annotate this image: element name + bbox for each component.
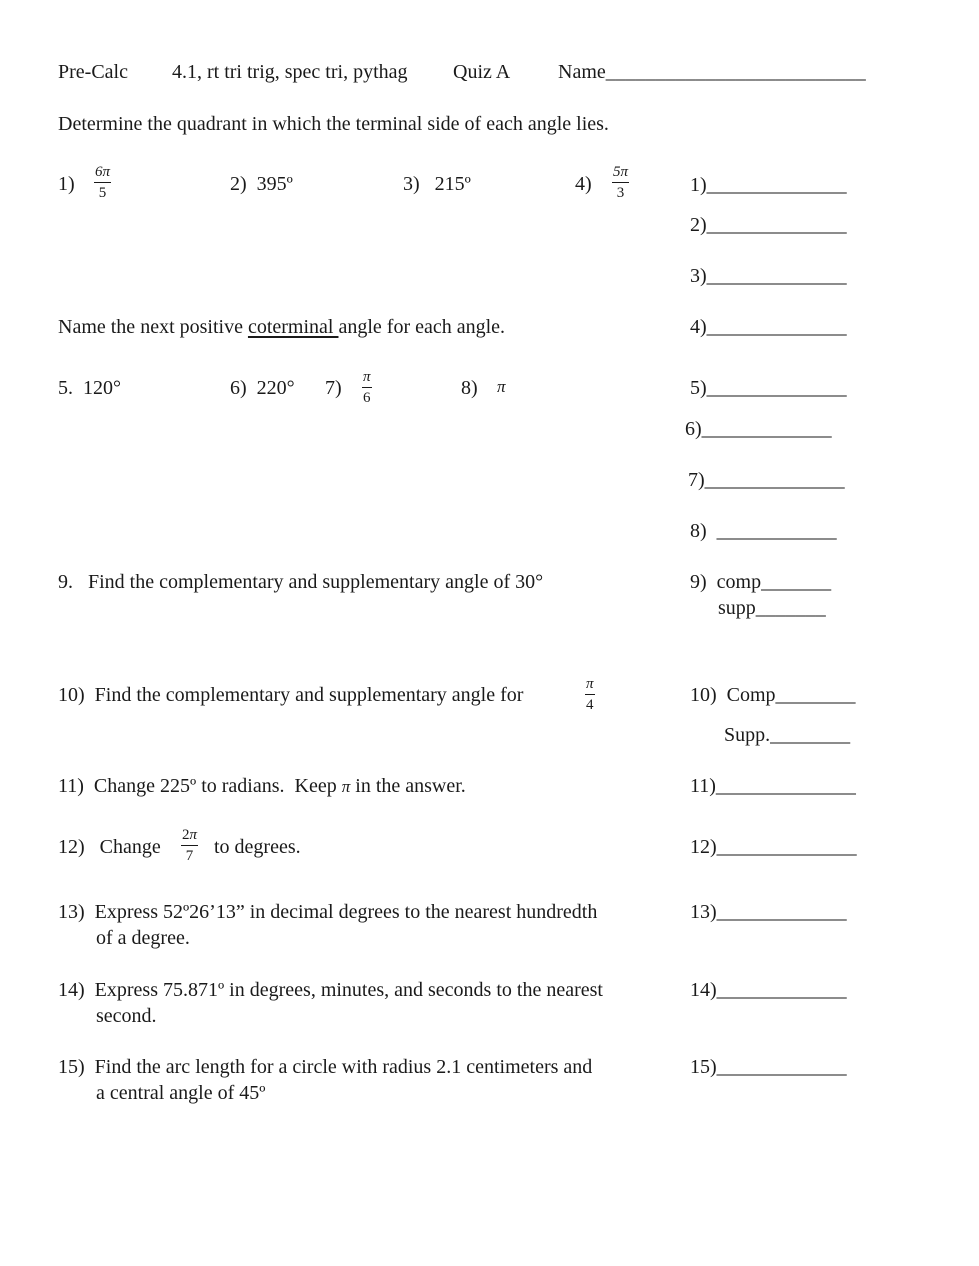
q15-line1: 15) Find the arc length for a circle with radius 2.1 centimeters and — [58, 1056, 593, 1078]
answer-blank-15[interactable]: 15)_____________ — [690, 1056, 847, 1078]
q11-pre: 11) Change 225º to radians. Keep — [58, 775, 342, 797]
answer-blank-2[interactable]: 2)______________ — [690, 214, 847, 236]
q8-value: π — [497, 377, 506, 396]
q14-line1: 14) Express 75.871º in degrees, minutes, and seconds to the nearest — [58, 979, 603, 1001]
section2-instruction-pre: Name the next positive — [58, 316, 248, 338]
q12-post: to degrees. — [214, 836, 301, 858]
q12-numerator-pi: π — [189, 827, 198, 843]
q2-text: 2) 395º — [230, 173, 293, 195]
course-title: Pre-Calc — [58, 61, 128, 83]
q4-label: 4) — [575, 173, 592, 195]
section2-instruction-post: angle for each angle. — [338, 316, 506, 338]
q8-label: 8) — [461, 377, 478, 399]
answer-blank-6[interactable]: 6)_____________ — [685, 418, 832, 440]
answer-blank-9-comp[interactable]: 9) comp_______ — [690, 571, 832, 593]
topic-title: 4.1, rt tri trig, spec tri, pythag — [172, 61, 408, 83]
q15-line2: a central angle of 45º — [96, 1082, 266, 1104]
q13-line1: 13) Express 52º26’13” in decimal degrees to the nearest hundredth — [58, 901, 598, 923]
answer-blank-13[interactable]: 13)_____________ — [690, 901, 847, 923]
q12-numerator-digit: 2 — [182, 827, 190, 843]
answer-blank-9-supp[interactable]: supp_______ — [718, 597, 826, 619]
q4-denominator: 3 — [616, 185, 625, 201]
q9-text: 9. Find the complementary and supplementary angle of 30° — [58, 571, 544, 593]
answer-blank-4[interactable]: 4)______________ — [690, 316, 847, 338]
q4-numerator: 5π — [612, 165, 629, 183]
q11-post: in the answer. — [350, 775, 466, 797]
answer-blank-10-supp[interactable]: Supp.________ — [724, 724, 851, 746]
q1-numerator: 6π — [94, 165, 111, 183]
q7-fraction — [362, 370, 372, 406]
q3-text: 3) 215º — [403, 173, 471, 195]
q12-numerator — [181, 828, 198, 846]
answer-blank-8[interactable]: 8) ____________ — [690, 520, 837, 542]
name-field[interactable] — [558, 62, 866, 82]
q7-label: 7) — [325, 377, 342, 399]
section1-instruction: Determine the quadrant in which the terminal side of each angle lies. — [58, 113, 609, 135]
q10-text: 10) Find the complementary and supplementary angle for — [58, 684, 524, 706]
q12-fraction — [181, 828, 198, 864]
q13-line2: of a degree. — [96, 927, 190, 949]
answer-blank-10-comp[interactable]: 10) Comp________ — [690, 684, 856, 706]
answer-blank-11[interactable]: 11)______________ — [690, 775, 856, 797]
q11-text — [58, 776, 466, 796]
quiz-label: Quiz A — [453, 61, 511, 83]
q10-denominator: 4 — [586, 697, 594, 713]
q12-label: 12) Change — [58, 836, 161, 858]
q4-fraction — [612, 165, 629, 201]
q1-denominator: 5 — [98, 185, 107, 201]
section2-instruction — [58, 317, 505, 337]
q10-numerator: π — [585, 677, 595, 695]
q7-numerator: π — [362, 370, 372, 388]
q11-pi: π — [341, 777, 351, 796]
q14-line2: second. — [96, 1005, 157, 1027]
answer-blank-3[interactable]: 3)______________ — [690, 265, 847, 287]
name-label: Name — [558, 61, 606, 83]
q12-denominator: 7 — [185, 848, 194, 864]
answer-blank-1[interactable]: 1)______________ — [690, 174, 847, 196]
q1-fraction — [94, 165, 111, 201]
q7-denominator: 6 — [363, 390, 371, 406]
name-blank: __________________________ — [605, 61, 866, 83]
q1-label: 1) — [58, 173, 75, 195]
answer-blank-5[interactable]: 5)______________ — [690, 377, 847, 399]
q6-text: 6) 220° — [230, 377, 295, 399]
coterminal-term: coterminal — [247, 316, 339, 338]
answer-blank-14[interactable]: 14)_____________ — [690, 979, 847, 1001]
q5-text: 5. 120° — [58, 377, 121, 399]
answer-blank-12[interactable]: 12)______________ — [690, 836, 857, 858]
answer-blank-7[interactable]: 7)______________ — [688, 469, 845, 491]
q10-fraction — [585, 677, 595, 713]
